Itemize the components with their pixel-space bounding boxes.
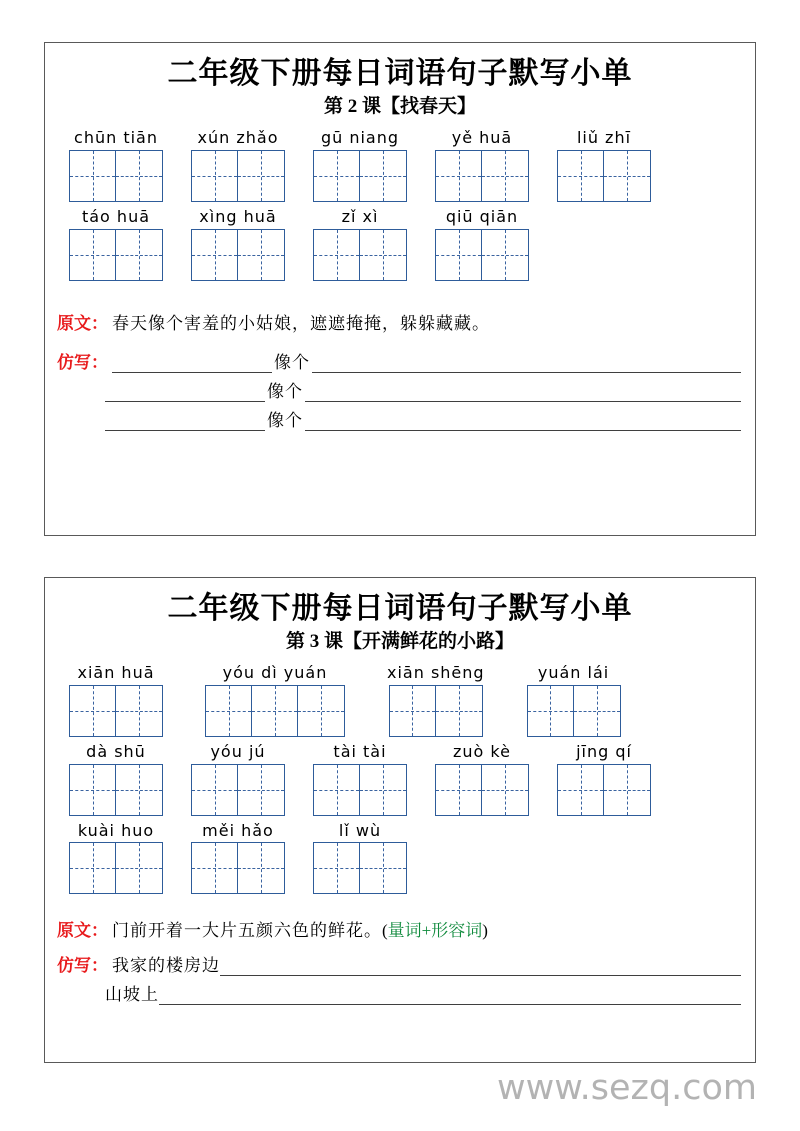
word-row xyxy=(69,664,743,737)
pinyin-label: chūn tiān xyxy=(74,128,158,148)
word-group xyxy=(69,208,163,281)
word-group xyxy=(557,743,651,816)
tianzige-cell[interactable] xyxy=(192,230,238,280)
tianzige-cell[interactable] xyxy=(70,843,116,893)
tianzige-cell[interactable] xyxy=(436,230,482,280)
tianzige-grid[interactable] xyxy=(313,229,407,281)
original-sentence-row xyxy=(57,309,741,334)
pinyin-label: liǔ zhī xyxy=(576,128,632,148)
tianzige-cell[interactable] xyxy=(314,151,360,201)
tianzige-cell[interactable] xyxy=(238,765,284,815)
pinyin-label: měi hǎo xyxy=(202,820,274,840)
tianzige-grid[interactable] xyxy=(313,764,407,816)
pinyin-label: lǐ wù xyxy=(338,820,382,840)
word-row xyxy=(69,129,743,202)
word-grid-section xyxy=(45,664,755,894)
word-group xyxy=(557,129,651,202)
imitate-row xyxy=(57,381,741,402)
original-sentence-row xyxy=(57,916,741,941)
write-in-blank[interactable] xyxy=(220,955,741,976)
tianzige-cell[interactable] xyxy=(298,686,344,736)
pinyin-label: xiān huā xyxy=(77,663,155,683)
tianzige-grid[interactable] xyxy=(435,764,529,816)
tianzige-cell[interactable] xyxy=(436,765,482,815)
tianzige-grid[interactable] xyxy=(69,842,163,894)
word-group xyxy=(191,743,285,816)
imitate-connector: 像个 xyxy=(267,381,303,401)
word-group xyxy=(69,743,163,816)
sentence-section xyxy=(45,309,755,431)
note-open-paren: ( xyxy=(382,921,388,941)
original-label: 原文： xyxy=(57,921,108,941)
write-in-blank[interactable] xyxy=(112,352,272,373)
tianzige-cell[interactable] xyxy=(314,230,360,280)
tianzige-cell[interactable] xyxy=(314,765,360,815)
tianzige-cell[interactable] xyxy=(116,151,162,201)
word-group xyxy=(69,129,163,202)
word-grid-section xyxy=(45,129,755,280)
original-label: 原文： xyxy=(57,313,108,333)
word-group xyxy=(69,664,163,737)
word-group xyxy=(313,129,407,202)
tianzige-cell[interactable] xyxy=(604,151,650,201)
imitate-row xyxy=(57,410,741,431)
word-group xyxy=(387,664,485,737)
pinyin-label: xiān shēng xyxy=(387,663,485,683)
tianzige-cell[interactable] xyxy=(238,151,284,201)
pinyin-label: yě huā xyxy=(451,128,513,148)
tianzige-grid[interactable] xyxy=(191,229,285,281)
imitate-row xyxy=(57,984,741,1005)
imitate-connector: 像个 xyxy=(274,352,310,372)
tianzige-grid[interactable] xyxy=(557,764,651,816)
tianzige-cell[interactable] xyxy=(116,686,162,736)
imitate-label: 仿写： xyxy=(57,956,108,976)
write-in-blank[interactable] xyxy=(305,410,741,431)
write-in-blank[interactable] xyxy=(105,410,265,431)
tianzige-cell[interactable] xyxy=(360,151,406,201)
tianzige-grid[interactable] xyxy=(69,764,163,816)
pinyin-label: xún zhǎo xyxy=(197,128,279,148)
tianzige-grid[interactable] xyxy=(389,685,483,737)
tianzige-cell[interactable] xyxy=(238,843,284,893)
word-row xyxy=(69,208,743,281)
site-watermark: www.sezq.com xyxy=(497,1068,758,1108)
tianzige-grid[interactable] xyxy=(435,150,529,202)
word-group xyxy=(527,664,621,737)
tianzige-cell[interactable] xyxy=(314,843,360,893)
worksheet-card-lesson-3 xyxy=(44,577,756,1063)
word-row xyxy=(69,822,743,895)
pinyin-label: yóu jú xyxy=(210,741,266,761)
imitate-first-row xyxy=(57,951,741,976)
pinyin-label: yuán lái xyxy=(537,663,610,683)
word-group xyxy=(69,822,163,895)
tianzige-cell[interactable] xyxy=(70,151,116,201)
tianzige-grid[interactable] xyxy=(313,150,407,202)
tianzige-cell[interactable] xyxy=(238,230,284,280)
tianzige-cell[interactable] xyxy=(192,843,238,893)
pinyin-label: tài tài xyxy=(333,741,387,761)
tianzige-cell[interactable] xyxy=(206,686,252,736)
tianzige-cell[interactable] xyxy=(70,765,116,815)
original-text: 门前开着一大片五颜六色的鲜花。 xyxy=(112,921,382,941)
tianzige-cell[interactable] xyxy=(360,843,406,893)
tianzige-cell[interactable] xyxy=(436,151,482,201)
word-group xyxy=(191,208,285,281)
tianzige-cell[interactable] xyxy=(192,151,238,201)
write-in-blank[interactable] xyxy=(305,381,741,402)
pinyin-label: yóu dì yuán xyxy=(222,663,328,683)
pinyin-label: jīng qí xyxy=(576,741,632,761)
page-title: 二年级下册每日词语句子默写小单 xyxy=(167,592,633,625)
write-in-blank[interactable] xyxy=(159,984,741,1005)
tianzige-grid[interactable] xyxy=(69,685,163,737)
pinyin-label: gū niang xyxy=(320,128,400,148)
tianzige-cell[interactable] xyxy=(436,686,482,736)
tianzige-grid[interactable] xyxy=(557,150,651,202)
word-group xyxy=(435,129,529,202)
word-group xyxy=(313,822,407,895)
word-group xyxy=(313,743,407,816)
pinyin-label: zuò kè xyxy=(453,741,511,761)
write-in-blank[interactable] xyxy=(312,352,741,373)
tianzige-cell[interactable] xyxy=(482,765,528,815)
page-title: 二年级下册每日词语句子默写小单 xyxy=(167,57,633,90)
tianzige-cell[interactable] xyxy=(70,686,116,736)
tianzige-grid[interactable] xyxy=(313,842,407,894)
tianzige-cell[interactable] xyxy=(192,765,238,815)
imitate-lead-text: 山坡上 xyxy=(105,985,159,1005)
pinyin-label: zǐ xì xyxy=(341,206,379,226)
original-text: 春天像个害羞的小姑娘，遮遮掩掩，躲躲藏藏。 xyxy=(112,313,490,333)
word-group xyxy=(435,208,529,281)
imitate-connector: 像个 xyxy=(267,410,303,430)
tianzige-cell[interactable] xyxy=(574,686,620,736)
imitate-label: 仿写： xyxy=(57,352,108,372)
tianzige-cell[interactable] xyxy=(604,765,650,815)
worksheet-card-lesson-2 xyxy=(44,42,756,536)
tianzige-cell[interactable] xyxy=(482,230,528,280)
pinyin-label: táo huā xyxy=(81,206,151,226)
word-group xyxy=(435,743,529,816)
word-row xyxy=(69,743,743,816)
tianzige-grid[interactable] xyxy=(527,685,621,737)
tianzige-grid[interactable] xyxy=(435,229,529,281)
imitate-lead-text: 我家的楼房边 xyxy=(112,956,220,976)
tianzige-cell[interactable] xyxy=(116,843,162,893)
lesson-subtitle: 第 2 课【找春天】 xyxy=(323,95,476,117)
tianzige-cell[interactable] xyxy=(116,765,162,815)
tianzige-grid[interactable] xyxy=(205,685,345,737)
tianzige-cell[interactable] xyxy=(558,151,604,201)
tianzige-cell[interactable] xyxy=(252,686,298,736)
lesson-subtitle: 第 3 课【开满鲜花的小路】 xyxy=(285,630,514,652)
imitate-first-row xyxy=(57,348,741,373)
pinyin-label: dà shū xyxy=(86,741,146,761)
pinyin-label: qiū qiān xyxy=(445,206,519,226)
sentence-section xyxy=(45,916,755,1005)
tianzige-cell[interactable] xyxy=(390,686,436,736)
tianzige-cell[interactable] xyxy=(70,230,116,280)
tianzige-grid[interactable] xyxy=(69,229,163,281)
write-in-blank[interactable] xyxy=(105,381,265,402)
tianzige-cell[interactable] xyxy=(116,230,162,280)
tianzige-cell[interactable] xyxy=(528,686,574,736)
grammar-note: 量词+形容词 xyxy=(387,921,483,941)
word-group xyxy=(313,208,407,281)
tianzige-grid[interactable] xyxy=(191,842,285,894)
word-group xyxy=(191,129,285,202)
tianzige-grid[interactable] xyxy=(191,150,285,202)
word-group xyxy=(191,822,285,895)
pinyin-label: xìng huā xyxy=(199,206,277,226)
tianzige-grid[interactable] xyxy=(191,764,285,816)
word-group xyxy=(205,664,345,737)
pinyin-label: kuài huo xyxy=(77,820,155,840)
tianzige-cell[interactable] xyxy=(558,765,604,815)
tianzige-grid[interactable] xyxy=(69,150,163,202)
tianzige-cell[interactable] xyxy=(360,765,406,815)
note-close-paren: ) xyxy=(482,921,488,941)
tianzige-cell[interactable] xyxy=(482,151,528,201)
tianzige-cell[interactable] xyxy=(360,230,406,280)
